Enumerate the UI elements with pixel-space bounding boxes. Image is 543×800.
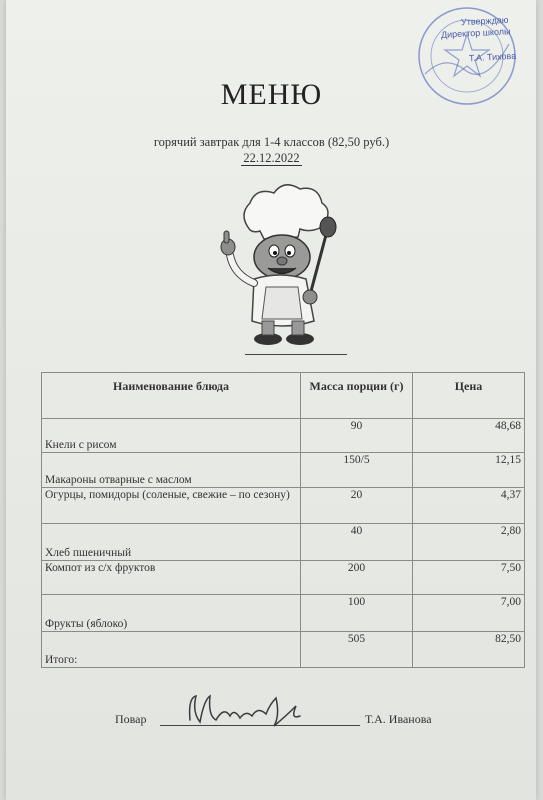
dish-name: Компот из с/х фруктов bbox=[42, 560, 301, 594]
signature-role: Повар bbox=[115, 712, 147, 726]
dish-mass: 20 bbox=[301, 487, 413, 523]
dish-mass: 150/5 bbox=[301, 453, 413, 487]
header-dish-name: Наименование блюда bbox=[42, 373, 301, 419]
stamp-line-3: Т.А. Тихова bbox=[468, 50, 517, 64]
table-row bbox=[42, 560, 525, 594]
menu-subtitle: горячий завтрак для 1-4 классов (82,50 руб.) bbox=[153, 135, 390, 149]
dish-price: 7,50 bbox=[413, 560, 525, 594]
stamp-line-1: Утверждаю bbox=[460, 14, 509, 28]
table-row bbox=[42, 419, 525, 453]
table-row bbox=[42, 524, 525, 560]
dish-price: 7,00 bbox=[413, 595, 525, 631]
dish-mass: 40 bbox=[301, 524, 413, 560]
handwritten-signature-icon bbox=[180, 686, 310, 734]
total-price: 82,50 bbox=[413, 631, 525, 667]
stamp-line-2: Директор школы bbox=[440, 26, 511, 40]
menu-date bbox=[0, 151, 543, 166]
table-row bbox=[42, 595, 525, 631]
dish-name: Хлеб пшеничный bbox=[42, 524, 301, 560]
dish-mass: 100 bbox=[301, 595, 413, 631]
dish-name: Огурцы, помидоры (соленые, свежие – по сезону) bbox=[42, 487, 301, 523]
menu-date-value: 22.12.2022 bbox=[243, 151, 300, 165]
header-portion-mass: Масса порции (г) bbox=[301, 373, 413, 419]
total-label: Итого: bbox=[42, 631, 301, 667]
signature-block bbox=[110, 710, 470, 740]
table-row bbox=[42, 487, 525, 523]
dish-price: 12,15 bbox=[413, 453, 525, 487]
table-row bbox=[42, 453, 525, 487]
dish-name: Фрукты (яблоко) bbox=[42, 595, 301, 631]
dish-mass: 200 bbox=[301, 560, 413, 594]
dish-price: 48,68 bbox=[413, 419, 525, 453]
page-title: МЕНЮ bbox=[220, 78, 323, 111]
dish-price: 4,37 bbox=[413, 487, 525, 523]
dish-mass: 90 bbox=[301, 419, 413, 453]
menu-table bbox=[41, 372, 525, 668]
dish-price: 2,80 bbox=[413, 524, 525, 560]
signature-person: Т.А. Иванова bbox=[365, 712, 432, 726]
total-mass: 505 bbox=[301, 631, 413, 667]
header-price: Цена bbox=[413, 373, 525, 419]
illustration-underline bbox=[245, 354, 347, 355]
dish-name: Макароны отварные с маслом bbox=[42, 453, 301, 487]
chef-illustration-icon bbox=[210, 175, 350, 355]
table-header-row bbox=[42, 373, 525, 419]
dish-name: Кнели с рисом bbox=[42, 419, 301, 453]
table-row-total bbox=[42, 631, 525, 667]
